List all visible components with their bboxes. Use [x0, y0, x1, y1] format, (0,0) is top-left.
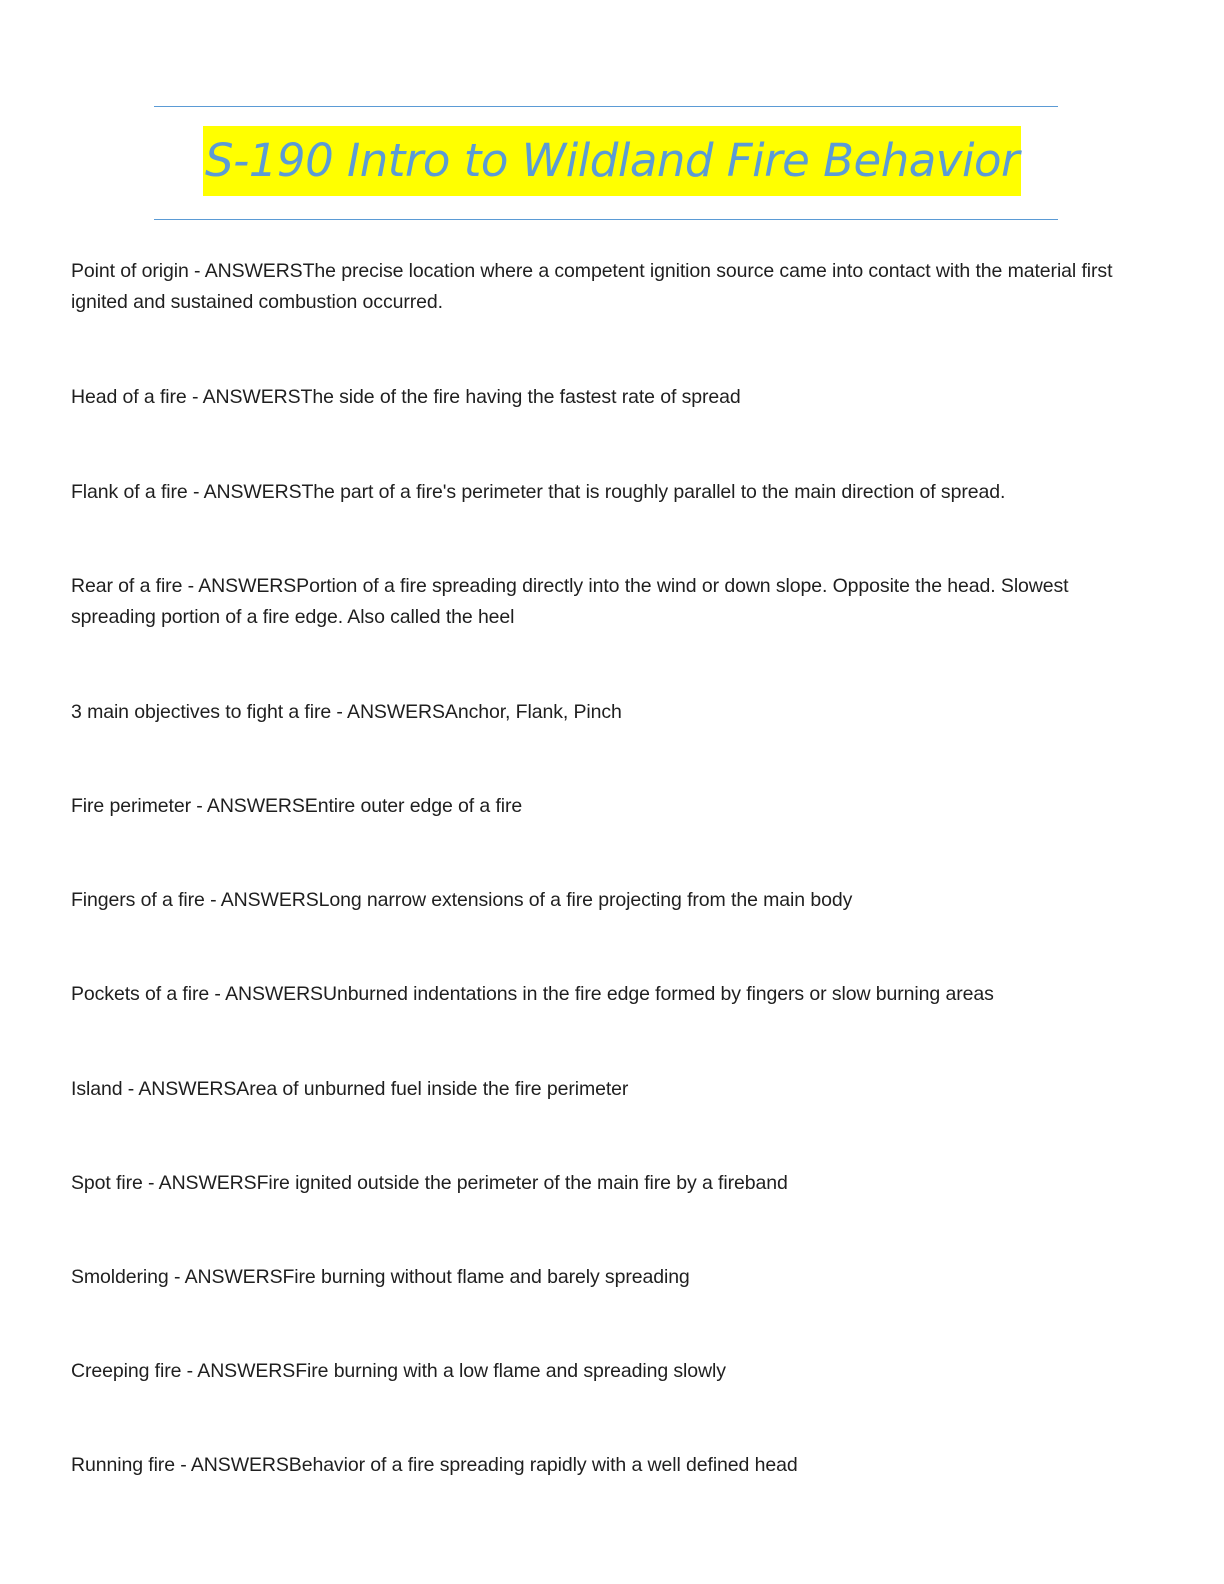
- flashcard-entry: Smoldering - ANSWERSFire burning without flame and barely spreading: [71, 1266, 690, 1288]
- flashcard-entry: Fire perimeter - ANSWERSEntire outer edge of a fire: [71, 795, 523, 817]
- flashcard-entry: Rear of a fire - ANSWERSPortion of a fire spreading directly into the wind or down slope. Opposite the head. Slowest spreading portion of a fire edge. Also called the heel: [71, 575, 1069, 628]
- flashcard-entry: Head of a fire - ANSWERSThe side of the fire having the fastest rate of spread: [71, 386, 741, 408]
- flashcard-entry: Flank of a fire - ANSWERSThe part of a fire's perimeter that is roughly parallel to the main direction of spread.: [71, 481, 1006, 503]
- title-top-rule: [154, 106, 1058, 107]
- flashcard-entry: Fingers of a fire - ANSWERSLong narrow extensions of a fire projecting from the main body: [71, 889, 853, 911]
- document-title: S-190 Intro to Wildland Fire Behavior: [203, 126, 1021, 196]
- flashcard-entry: Running fire - ANSWERSBehavior of a fire spreading rapidly with a well defined head: [71, 1454, 798, 1476]
- flashcard-entry: Creeping fire - ANSWERSFire burning with a low flame and spreading slowly: [71, 1360, 726, 1382]
- title-container: [0, 126, 1224, 196]
- flashcard-entry: Pockets of a fire - ANSWERSUnburned indentations in the fire edge formed by fingers or slow burning areas: [71, 983, 994, 1005]
- flashcard-entry: 3 main objectives to fight a fire - ANSWERSAnchor, Flank, Pinch: [71, 701, 622, 723]
- flashcard-entry: Spot fire - ANSWERSFire ignited outside the perimeter of the main fire by a fireband: [71, 1172, 788, 1194]
- title-bottom-rule: [154, 219, 1058, 220]
- flashcard-entry: Island - ANSWERSArea of unburned fuel inside the fire perimeter: [71, 1078, 629, 1100]
- flashcard-entry: Point of origin - ANSWERSThe precise location where a competent ignition source came into contact with the material first ignited and sustained combustion occurred.: [71, 260, 1113, 313]
